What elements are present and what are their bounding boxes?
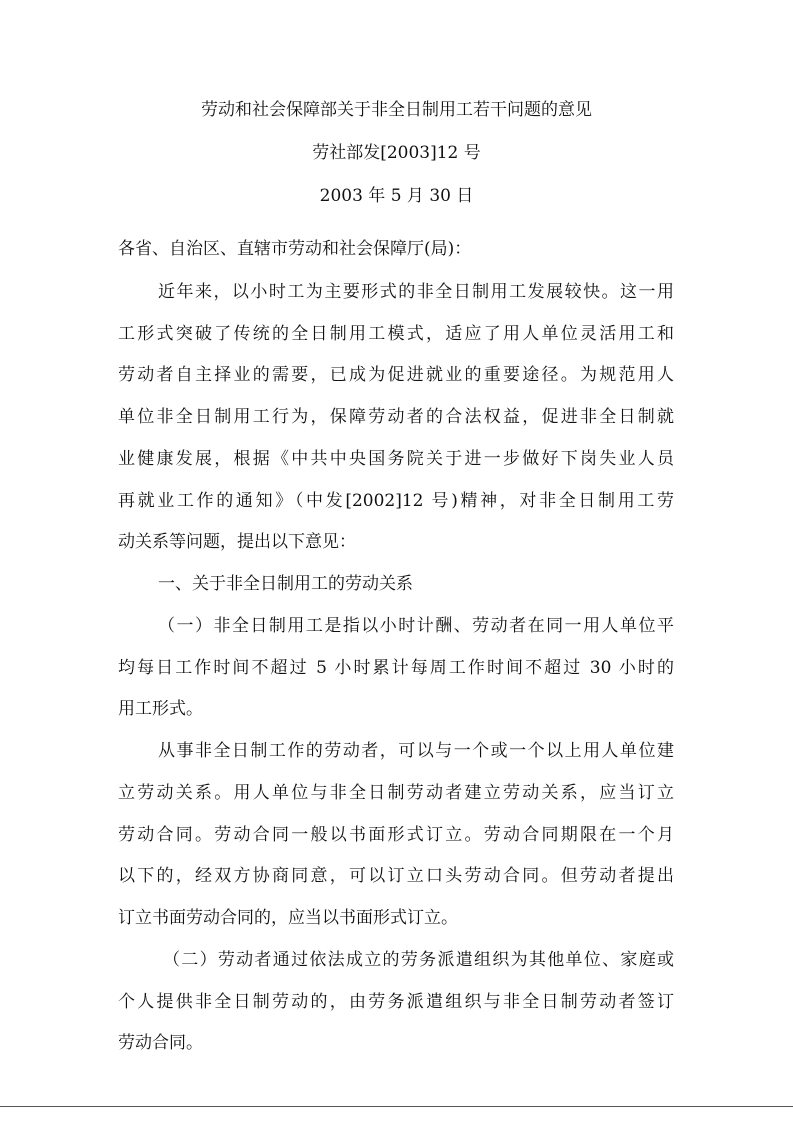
paragraph-line: 业健康发展，根据《中共中央国务院关于进一步做好下岗失业人员 — [118, 449, 674, 469]
paragraph-line: 近年来，以小时工为主要形式的非全日制用工发展较快。这一用 — [158, 282, 674, 302]
paragraph-line: 劳动者自主择业的需要，已成为促进就业的重要途径。为规范用人 — [118, 365, 674, 385]
paragraph-line: （一）非全日制用工是指以小时计酬、劳动者在同一用人单位平 — [158, 616, 674, 636]
paragraph-line: 再就业工作的通知》（中发[2002]12 号)精神，对非全日制用工劳 — [118, 491, 674, 511]
document-title: 劳动和社会保障部关于非全日制用工若干问题的意见 — [201, 100, 592, 120]
paragraph-line: 工形式突破了传统的全日制用工模式，适应了用人单位灵活用工和 — [118, 324, 674, 344]
paragraph-line: 劳动合同。 — [118, 1033, 203, 1053]
section-heading: 一、关于非全日制用工的劳动关系 — [158, 574, 413, 594]
paragraph-line: （二）劳动者通过依法成立的劳务派遣组织为其他单位、家庭或 — [163, 950, 674, 970]
paragraph-line: 单位非全日制用工行为，保障劳动者的合法权益，促进非全日制就 — [118, 407, 674, 427]
paragraph-line: 个人提供非全日制劳动的，由劳务派遣组织与非全日制劳动者签订 — [118, 992, 674, 1012]
paragraph-line: 用工形式。 — [118, 699, 203, 719]
salutation: 各省、自治区、直辖市劳动和社会保障厅(局)： — [118, 239, 472, 259]
paragraph-line: 立劳动关系。用人单位与非全日制劳动者建立劳动关系，应当订立 — [118, 783, 674, 803]
paragraph-line: 订立书面劳动合同的，应当以书面形式订立。 — [118, 908, 458, 928]
paragraph-line: 动关系等问题，提出以下意见： — [118, 532, 356, 552]
document-date: 2003 年 5 月 30 日 — [319, 186, 474, 206]
paragraph-line: 以下的，经双方协商同意，可以订立口头劳动合同。但劳动者提出 — [118, 866, 674, 886]
paragraph-line: 均每日工作时间不超过 5 小时累计每周工作时间不超过 30 小时的 — [118, 658, 674, 678]
paragraph-line: 劳动合同。劳动合同一般以书面形式订立。劳动合同期限在一个月 — [118, 825, 674, 845]
document-number: 劳社部发[2003]12 号 — [312, 143, 481, 163]
page-bottom-rule — [0, 1106, 793, 1107]
paragraph-line: 从事非全日制工作的劳动者，可以与一个或一个以上用人单位建 — [158, 741, 674, 761]
